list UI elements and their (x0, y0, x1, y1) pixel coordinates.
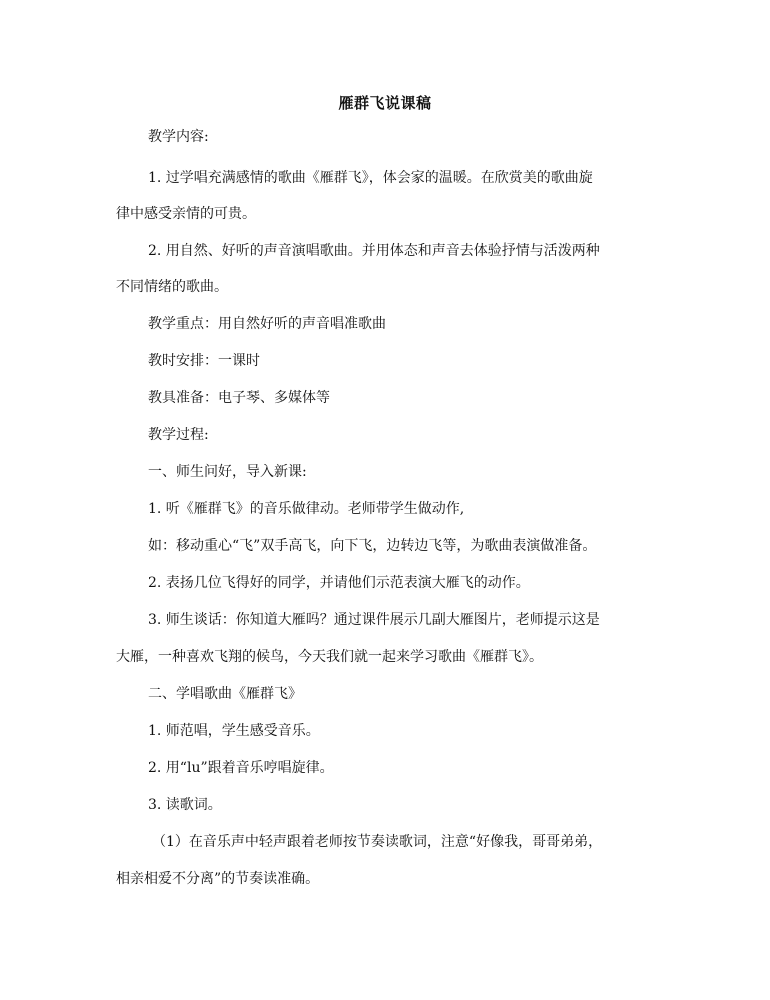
document-title: 雁群飞说课稿 (338, 94, 432, 112)
paragraph-line: 1. 听《雁群飞》的音乐做律动。老师带学生做动作, (148, 501, 465, 517)
paragraph-line: 教时安排：一课时 (148, 353, 260, 369)
paragraph-line: 2. 用“lu”跟着音乐哼唱旋律。 (148, 760, 334, 776)
paragraph-line: 不同情绪的歌曲。 (116, 279, 228, 295)
paragraph-line: 1. 师范唱，学生感受音乐。 (148, 723, 320, 739)
paragraph-line: 3. 读歌词。 (148, 797, 222, 813)
paragraph-line: 相亲相爱不分离”的节奏读准确。 (116, 871, 320, 887)
paragraph-line: 1. 过学唱充满感情的歌曲《雁群飞》，体会家的温暖。在欣赏美的歌曲旋 (148, 170, 593, 186)
section-heading-part2: 二、学唱歌曲《雁群飞》 (148, 686, 302, 702)
paragraph-line: 3. 师生谈话：你知道大雁吗？通过课件展示几副大雁图片，老师提示这是 (148, 612, 600, 628)
paragraph-line: 律中感受亲情的可贵。 (116, 206, 256, 222)
paragraph-line: （1）在音乐声中轻声跟着老师按节奏读歌词，注意“好像我，哥哥弟弟， (152, 834, 603, 850)
paragraph-line: 大雁，一种喜欢飞翔的候鸟，今天我们就一起来学习歌曲《雁群飞》。 (116, 649, 543, 665)
section-heading-part1: 一、师生问好，导入新课: (148, 464, 307, 480)
paragraph-line: 如：移动重心“飞”双手高飞，向下飞，边转边飞等，为歌曲表演做准备。 (148, 538, 597, 554)
paragraph-line: 2. 用自然、好听的声音演唱歌曲。并用体态和声音去体验抒情与活泼两种 (148, 243, 600, 259)
paragraph-line: 教学重点：用自然好听的声音唱准歌曲 (148, 316, 386, 332)
section-heading-process: 教学过程: (148, 427, 209, 443)
paragraph-line: 2. 表扬几位飞得好的同学，并请他们示范表演大雁飞的动作。 (148, 575, 530, 591)
paragraph-line: 教具准备：电子琴、多媒体等 (148, 390, 330, 406)
section-heading-content: 教学内容: (148, 129, 209, 145)
